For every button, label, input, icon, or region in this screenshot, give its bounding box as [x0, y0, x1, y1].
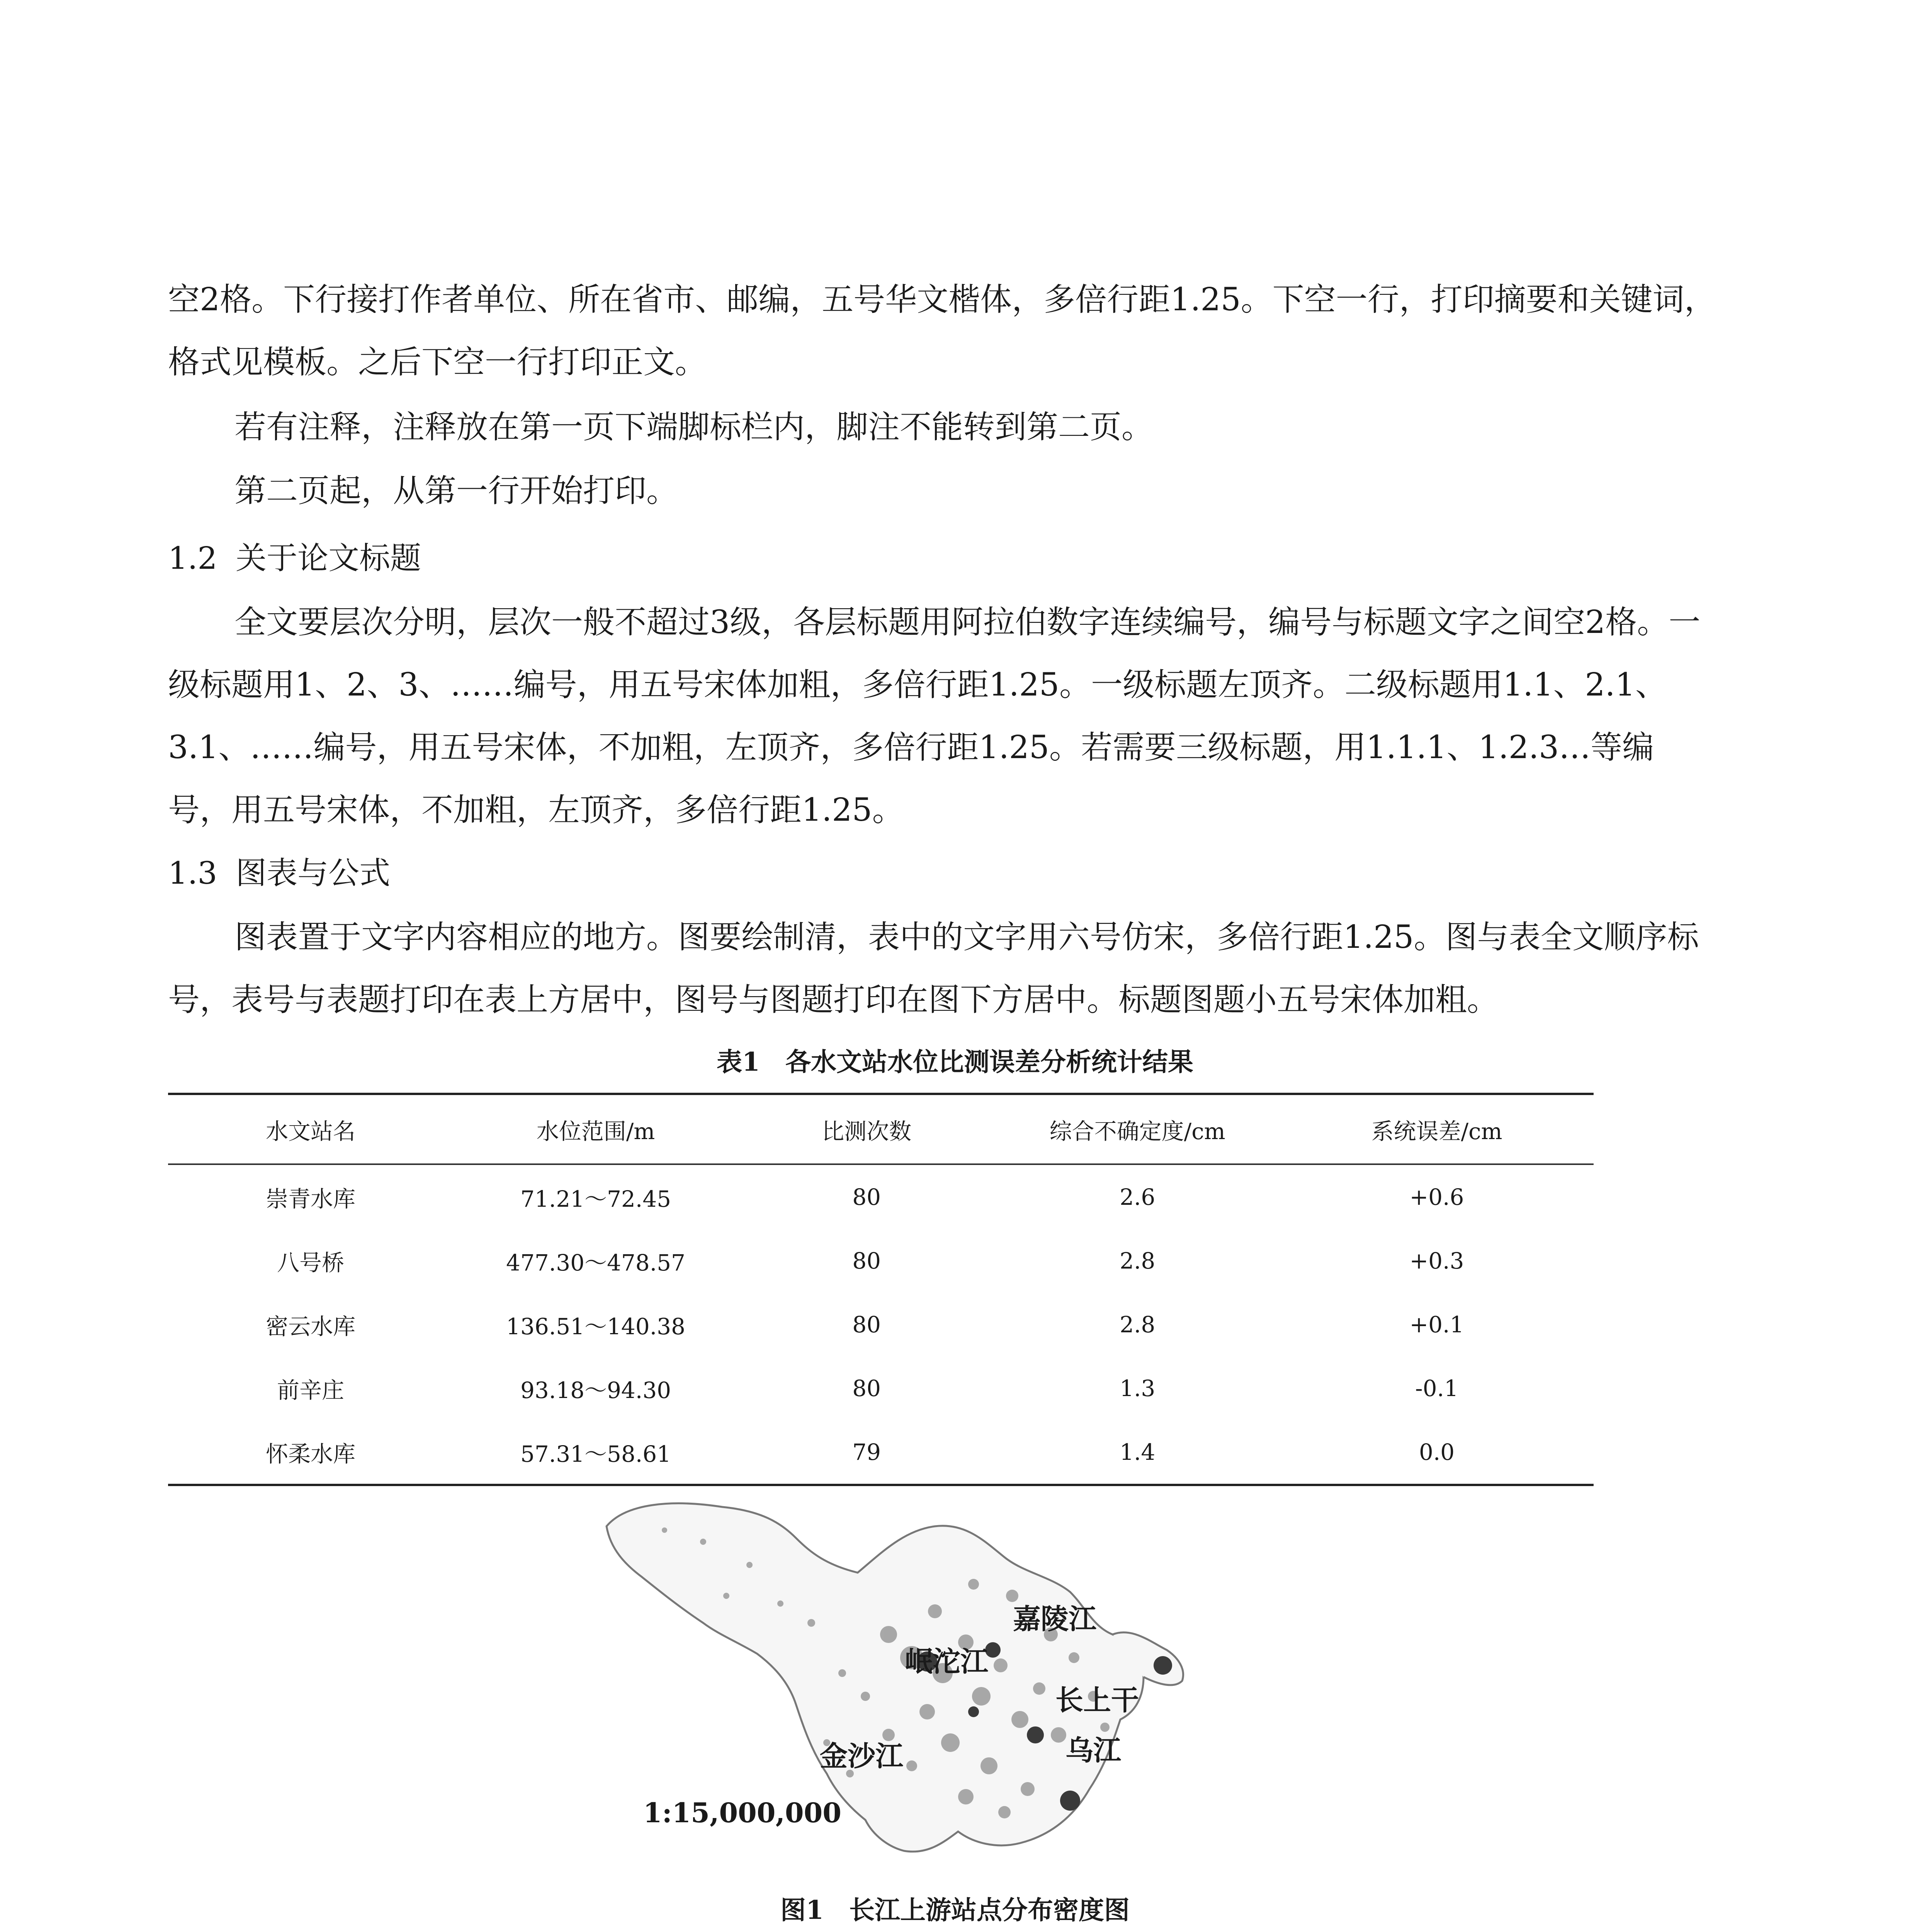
paragraph-second-page: 第二页起，从第一行开始打印。 [235, 473, 678, 509]
table-cell: 79 [738, 1420, 995, 1485]
table-cell: 1.4 [995, 1420, 1280, 1485]
table-cell: 前辛庄 [277, 1377, 344, 1403]
table-row [168, 1420, 1594, 1485]
table-cell: +0.1 [1409, 1311, 1464, 1338]
label-changshang: 长上干 [1055, 1684, 1139, 1716]
heading-number: 1.3 [168, 855, 218, 891]
heading-text: 关于论文标题 [236, 540, 421, 576]
table-cell: 80 [852, 1184, 881, 1210]
table-cell: 80 [852, 1247, 881, 1274]
table-cell: 2.8 [1120, 1311, 1156, 1338]
table-cell: 2.8 [1120, 1247, 1156, 1274]
table-cell: +0.3 [1409, 1247, 1464, 1274]
table-row [168, 1293, 1594, 1356]
paragraph-title-levels: 全文要层次分明，层次一般不超过3级，各层标题用阿拉伯数字连续编号，编号与标题文字之间空2格。一级标题用1、2、3、……编号，用五号宋体加粗，多倍行距1.25。一级标题左顶齐。二级标题用1.1、2.1、3.1、……编号，用五号宋体，不加粗，左顶齐，多倍行距1.25。若需要三级标题，用1.1.1、1.2.3…等编号，用五号宋体，不加粗，左顶齐，多倍行距1.25。 [168, 604, 1701, 828]
table-caption: 表1 各水文站水位比测误差分析统计结果 [717, 1047, 1193, 1077]
column-header: 系统误差/cm [1280, 1095, 1594, 1164]
column-header: 水位范围/m [453, 1095, 738, 1164]
map-scale: 1:15,000,000 [643, 1797, 841, 1829]
statistics-table [168, 1095, 1594, 1486]
paragraph-author-info: 空2格。下行接打作者单位、所在省市、邮编，五号华文楷体，多倍行距1.25。下空一行，打印摘要和关键词，格式见模板。之后下空一行打印正文。 [168, 281, 1716, 381]
table-row [168, 1356, 1594, 1420]
heading-number: 1.2 [168, 540, 218, 576]
heading-1-2 [168, 535, 421, 582]
table-cell: 0.0 [1280, 1420, 1594, 1485]
table-cell: 57.31～58.61 [453, 1420, 738, 1485]
label-minjiang: 岷沱江 [904, 1645, 989, 1678]
label-jinsha: 金沙江 [819, 1740, 904, 1772]
table-cell: 477.30～478.57 [506, 1249, 685, 1276]
column-header: 综合不确定度/cm [995, 1095, 1280, 1164]
paragraph-figures-tables: 图表置于文字内容相应的地方。图要绘制清，表中的文字用六号仿宋，多倍行距1.25。图与表全文顺序标号，表号与表题打印在表上方居中，图号与图题打印在图下方居中。标题图题小五号宋体加粗。 [168, 919, 1699, 1018]
table-row [168, 1164, 1594, 1229]
column-header: 比测次数 [738, 1095, 995, 1164]
label-wujiang: 乌江 [1065, 1734, 1122, 1767]
table-cell: +0.6 [1409, 1184, 1464, 1210]
table-cell: 136.51～140.38 [506, 1313, 685, 1340]
table-header-row [168, 1095, 1594, 1164]
table-cell: 80 [852, 1311, 881, 1338]
table-row [168, 1229, 1594, 1293]
figure-caption: 图1 长江上游站点分布密度图 [780, 1895, 1130, 1925]
table-cell: 2.6 [1120, 1184, 1156, 1210]
table-cell: 71.21～72.45 [520, 1185, 671, 1212]
table-cell: 怀柔水库 [168, 1420, 453, 1485]
heading-text: 图表与公式 [236, 855, 390, 891]
table-cell: 崇青水库 [265, 1185, 355, 1212]
table-cell: 八号桥 [277, 1249, 344, 1276]
table-cell: 1.3 [1120, 1375, 1156, 1401]
heading-1-3 [168, 850, 390, 896]
table-cell: 93.18～94.30 [520, 1377, 671, 1403]
column-header: 水文站名 [168, 1095, 453, 1164]
table-cell: 密云水库 [265, 1313, 355, 1340]
paragraph-footnote: 若有注释，注释放在第一页下端脚标栏内，脚注不能转到第二页。 [235, 409, 1154, 446]
label-jialing: 嘉陵江 [1013, 1602, 1097, 1635]
table-cell: -0.1 [1415, 1375, 1459, 1401]
table-cell: 80 [852, 1375, 881, 1401]
